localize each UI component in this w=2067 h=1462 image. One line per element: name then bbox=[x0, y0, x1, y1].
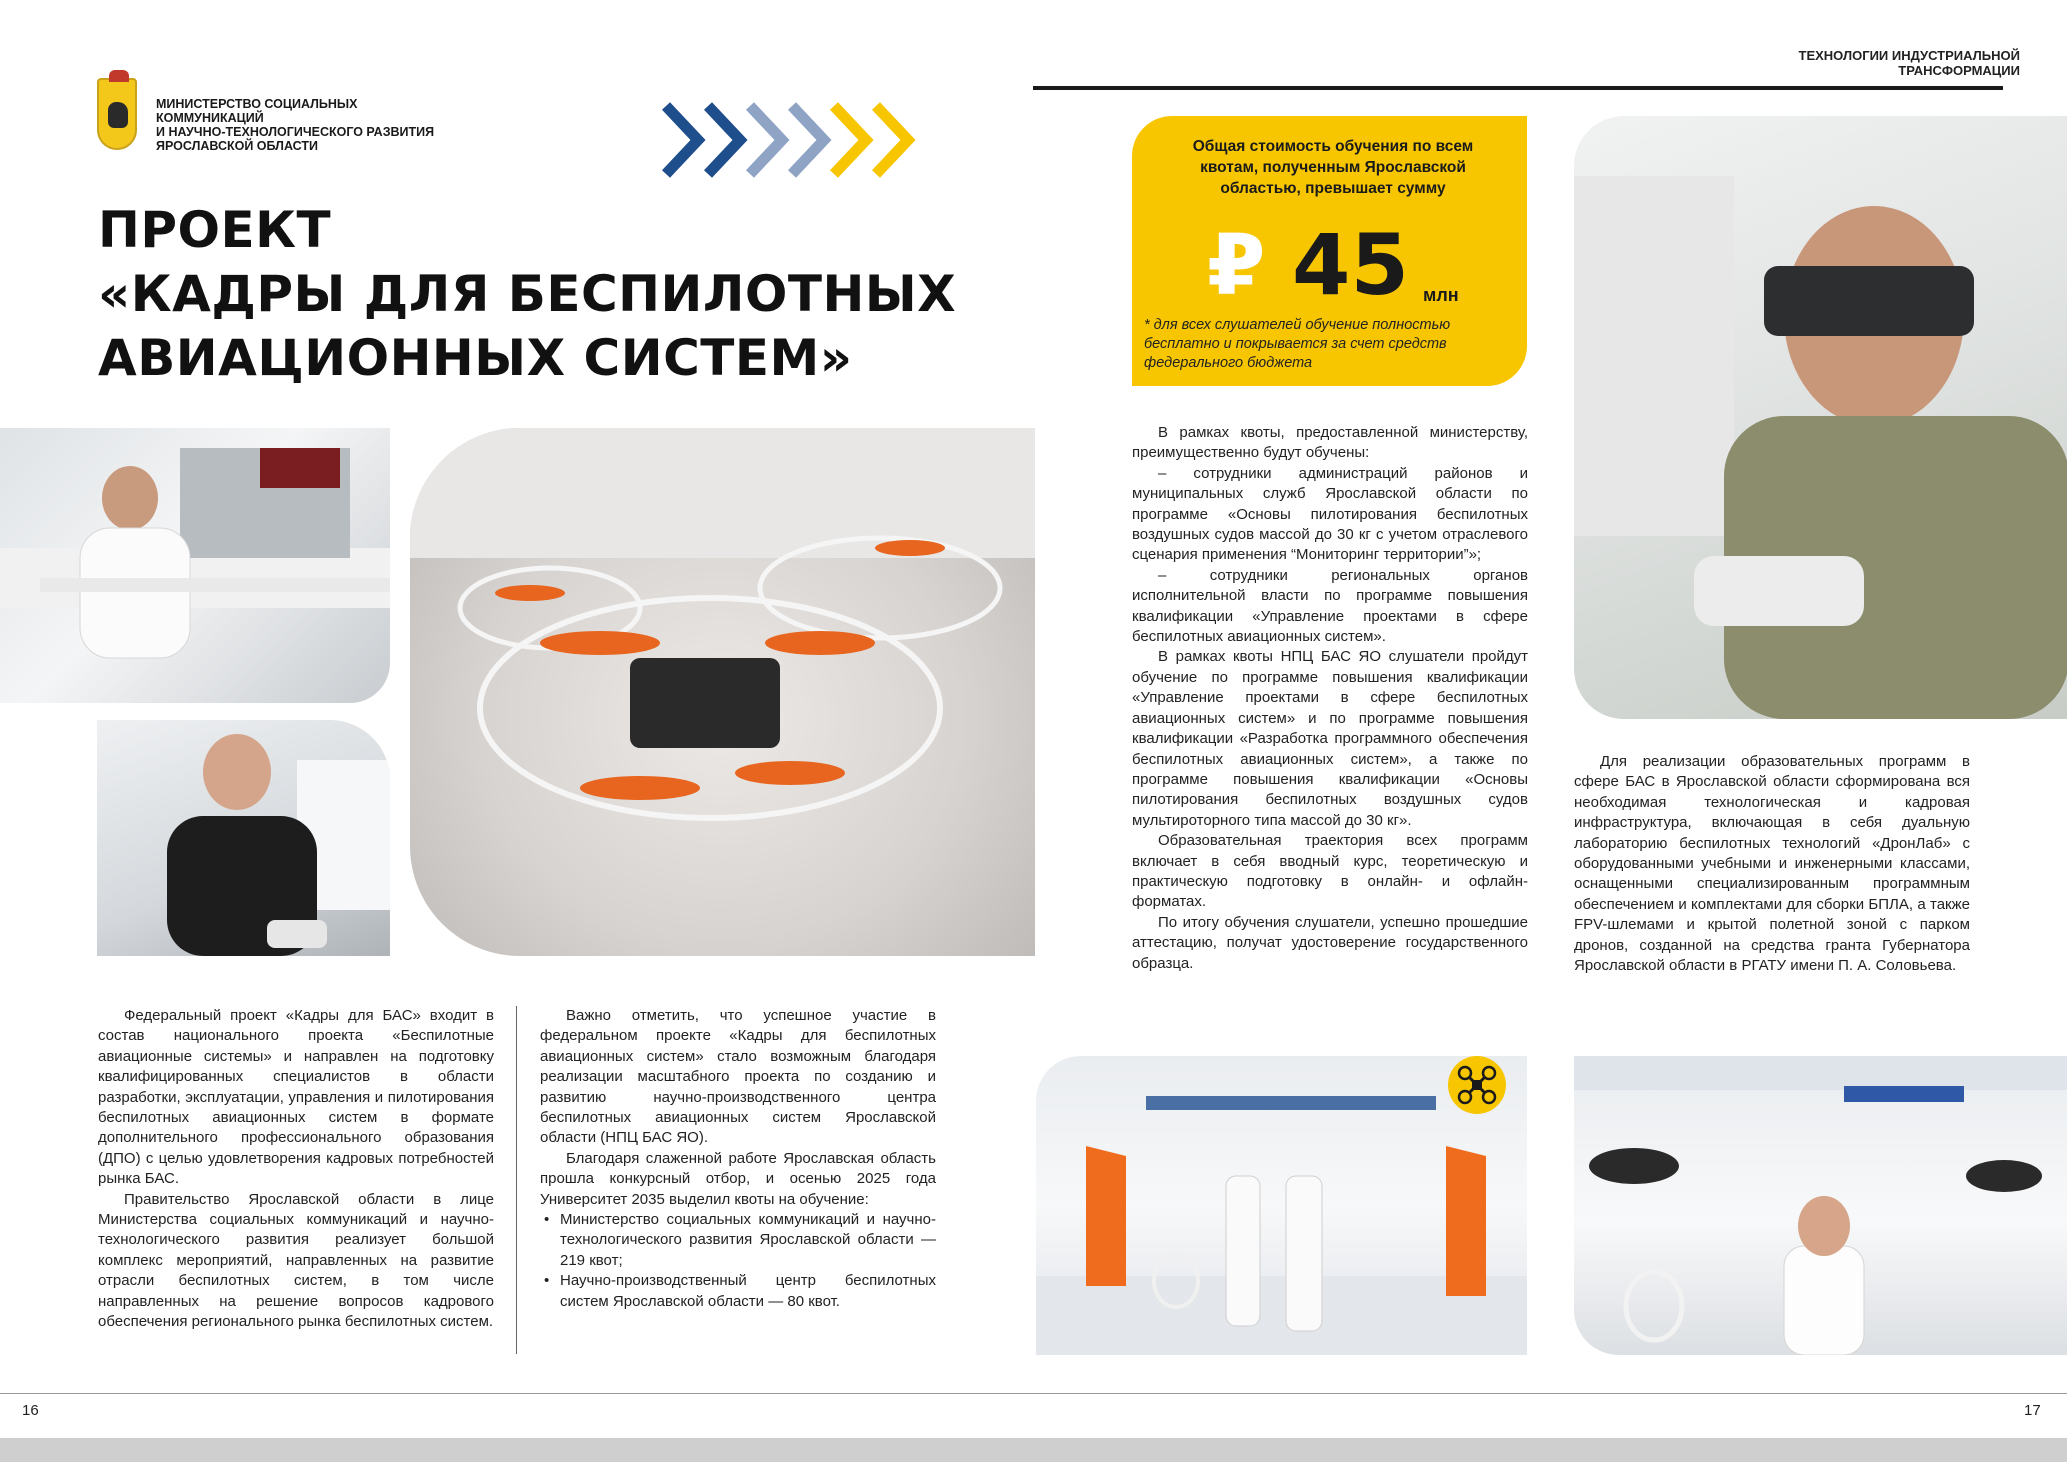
photo-soldering-workshop bbox=[0, 428, 390, 703]
paragraph: В рамках квоты, предоставленной министерству, преимущественно будут обучены: bbox=[1132, 424, 1528, 462]
page-title: ПРОЕКТ «КАДРЫ ДЛЯ БЕСПИЛОТНЫХ АВИАЦИОННЫХ СИСТЕМ» bbox=[98, 201, 957, 387]
region-coat-of-arms-icon bbox=[97, 78, 137, 150]
photo-drones-in-cages bbox=[410, 428, 1035, 956]
page-number-right: 17 bbox=[2024, 1402, 2041, 1419]
callout-amount: 45 bbox=[1292, 216, 1409, 314]
header-divider bbox=[1033, 86, 2003, 90]
body-column-3 bbox=[1132, 423, 1528, 974]
paragraph: – сотрудники администраций районов и муниципальных служб Ярославской области по программе «Основы пилотирования беспилотных воздушных судов массой до 30 кг с учетом отраслевого сценария применения “Мониторинг территории”»; bbox=[1132, 464, 1528, 564]
footer-band bbox=[0, 1438, 2067, 1462]
ministry-name: МИНИСТЕРСТВО СОЦИАЛЬНЫХ КОММУНИКАЦИЙ И НАУЧНО-ТЕХНОЛОГИЧЕСКОГО РАЗВИТИЯ ЯРОСЛАВСКОЙ ОБЛАСТИ bbox=[156, 97, 435, 153]
chevron-arrows-decoration bbox=[660, 100, 940, 180]
paragraph: Образовательная траектория всех программ включает в себя вводный курс, теоретическую и практическую подготовку в онлайн- и офлайн-форматах. bbox=[1132, 832, 1528, 911]
paragraph: По итогу обучения слушатели, успешно прошедшие аттестацию, получат удостоверение государственного образца. bbox=[1132, 913, 1528, 972]
quadcopter-icon bbox=[1448, 1056, 1506, 1114]
section-title: ТЕХНОЛОГИИ ИНДУСТРИАЛЬНОЙ ТРАНСФОРМАЦИИ bbox=[1798, 48, 2020, 78]
paragraph: Правительство Ярославской области в лице Министерства социальных коммуникаций и научно-технологического развития реализует большой комплекс мероприятий, направленных на развитие отрасли беспилотных систем, в том числе направленных на решение вопросов кадрового обеспечения регионального рынка беспилотных систем. bbox=[98, 1190, 494, 1331]
list-item: • Министерство социальных коммуникаций и научно-технологического развития Ярославской области — 219 квот; bbox=[540, 1210, 936, 1271]
footer-divider bbox=[0, 1393, 2067, 1394]
paragraph: Благодаря слаженной работе Ярославская область прошла конкурсный отбор, и осенью 2025 года Университет 2035 выделил квоты на обучение: bbox=[540, 1149, 936, 1208]
quota-list bbox=[540, 1210, 936, 1312]
body-column-4 bbox=[1574, 752, 1970, 976]
photo-drone-racing-demo bbox=[1574, 1056, 2067, 1355]
column-divider bbox=[516, 1006, 517, 1354]
body-column-2 bbox=[540, 1006, 936, 1312]
callout-amount-unit: млн bbox=[1423, 285, 1459, 305]
paragraph: Федеральный проект «Кадры для БАС» входит в состав национального проекта «Беспилотные авиационные системы» и направлен на подготовку квалифицированных специалистов в области разработки, эксплуатации, управления и пилотирования беспилотных авиационных систем в формате дополнительного профессионального образования (ДПО) с целью удовлетворения кадровых потребностей рынка БАС. bbox=[98, 1007, 494, 1188]
photo-operator-with-controller bbox=[97, 720, 390, 956]
paragraph: Важно отметить, что успешное участие в федеральном проекте «Кадры для беспилотных авиационных систем» стало возможным благодаря реализации масштабного проекта по созданию и развитию научно-производственного центра беспилотных авиационных систем Ярославской области (НПЦ БАС ЯО). bbox=[540, 1007, 936, 1147]
body-column-1 bbox=[98, 1006, 494, 1333]
paragraph: В рамках квоты НПЦ БАС ЯО слушатели пройдут обучение по программе повышения квалификации «Управление проектами в сфере беспилотных авиационных систем» и по программе повышения квалификации «Разработка программного обеспечения беспилотных авиационных систем», а также по программе повышения квалификации «Основы пилотирования беспилотных воздушных судов мультироторного типа массой до 30 кг». bbox=[1132, 648, 1528, 829]
callout-lead-text: Общая стоимость обучения по всем квотам, полученным Ярославской областью, превышает сумму bbox=[1192, 138, 1474, 197]
paragraph: – сотрудники региональных органов исполнительной власти по программе повышения квалификации «Управление проектами в сфере беспилотных авиационных систем». bbox=[1132, 566, 1528, 646]
ruble-currency-icon: ₽ bbox=[1207, 216, 1266, 314]
paragraph: Для реализации образовательных программ в сфере БАС в Ярославской области сформирована вся необходимая технологическая и кадровая инфраструктура, включающая в себя дуальную лабораторию беспилотных технологий «ДронЛаб» с оборудованными учебными и инженерными классами, оснащенными специализированным программным обеспечением и комплектами для сборки БПЛА, а также FPV-шлемами и крытой полетной зоной с парком дронов, созданной на средства гранта Губернатора Ярославской области в РГАТУ имени П. А. Соловьева. bbox=[1574, 753, 1970, 975]
callout-footnote: * для всех слушателей обучение полностью бесплатно и покрывается за счет средств федерального бюджета bbox=[1144, 317, 1451, 371]
photo-man-with-fpv-goggles bbox=[1574, 116, 2067, 719]
page-number-left: 16 bbox=[22, 1402, 39, 1419]
list-item: • Научно-производственный центр беспилотных систем Ярославской области — 80 квот. bbox=[540, 1271, 936, 1312]
